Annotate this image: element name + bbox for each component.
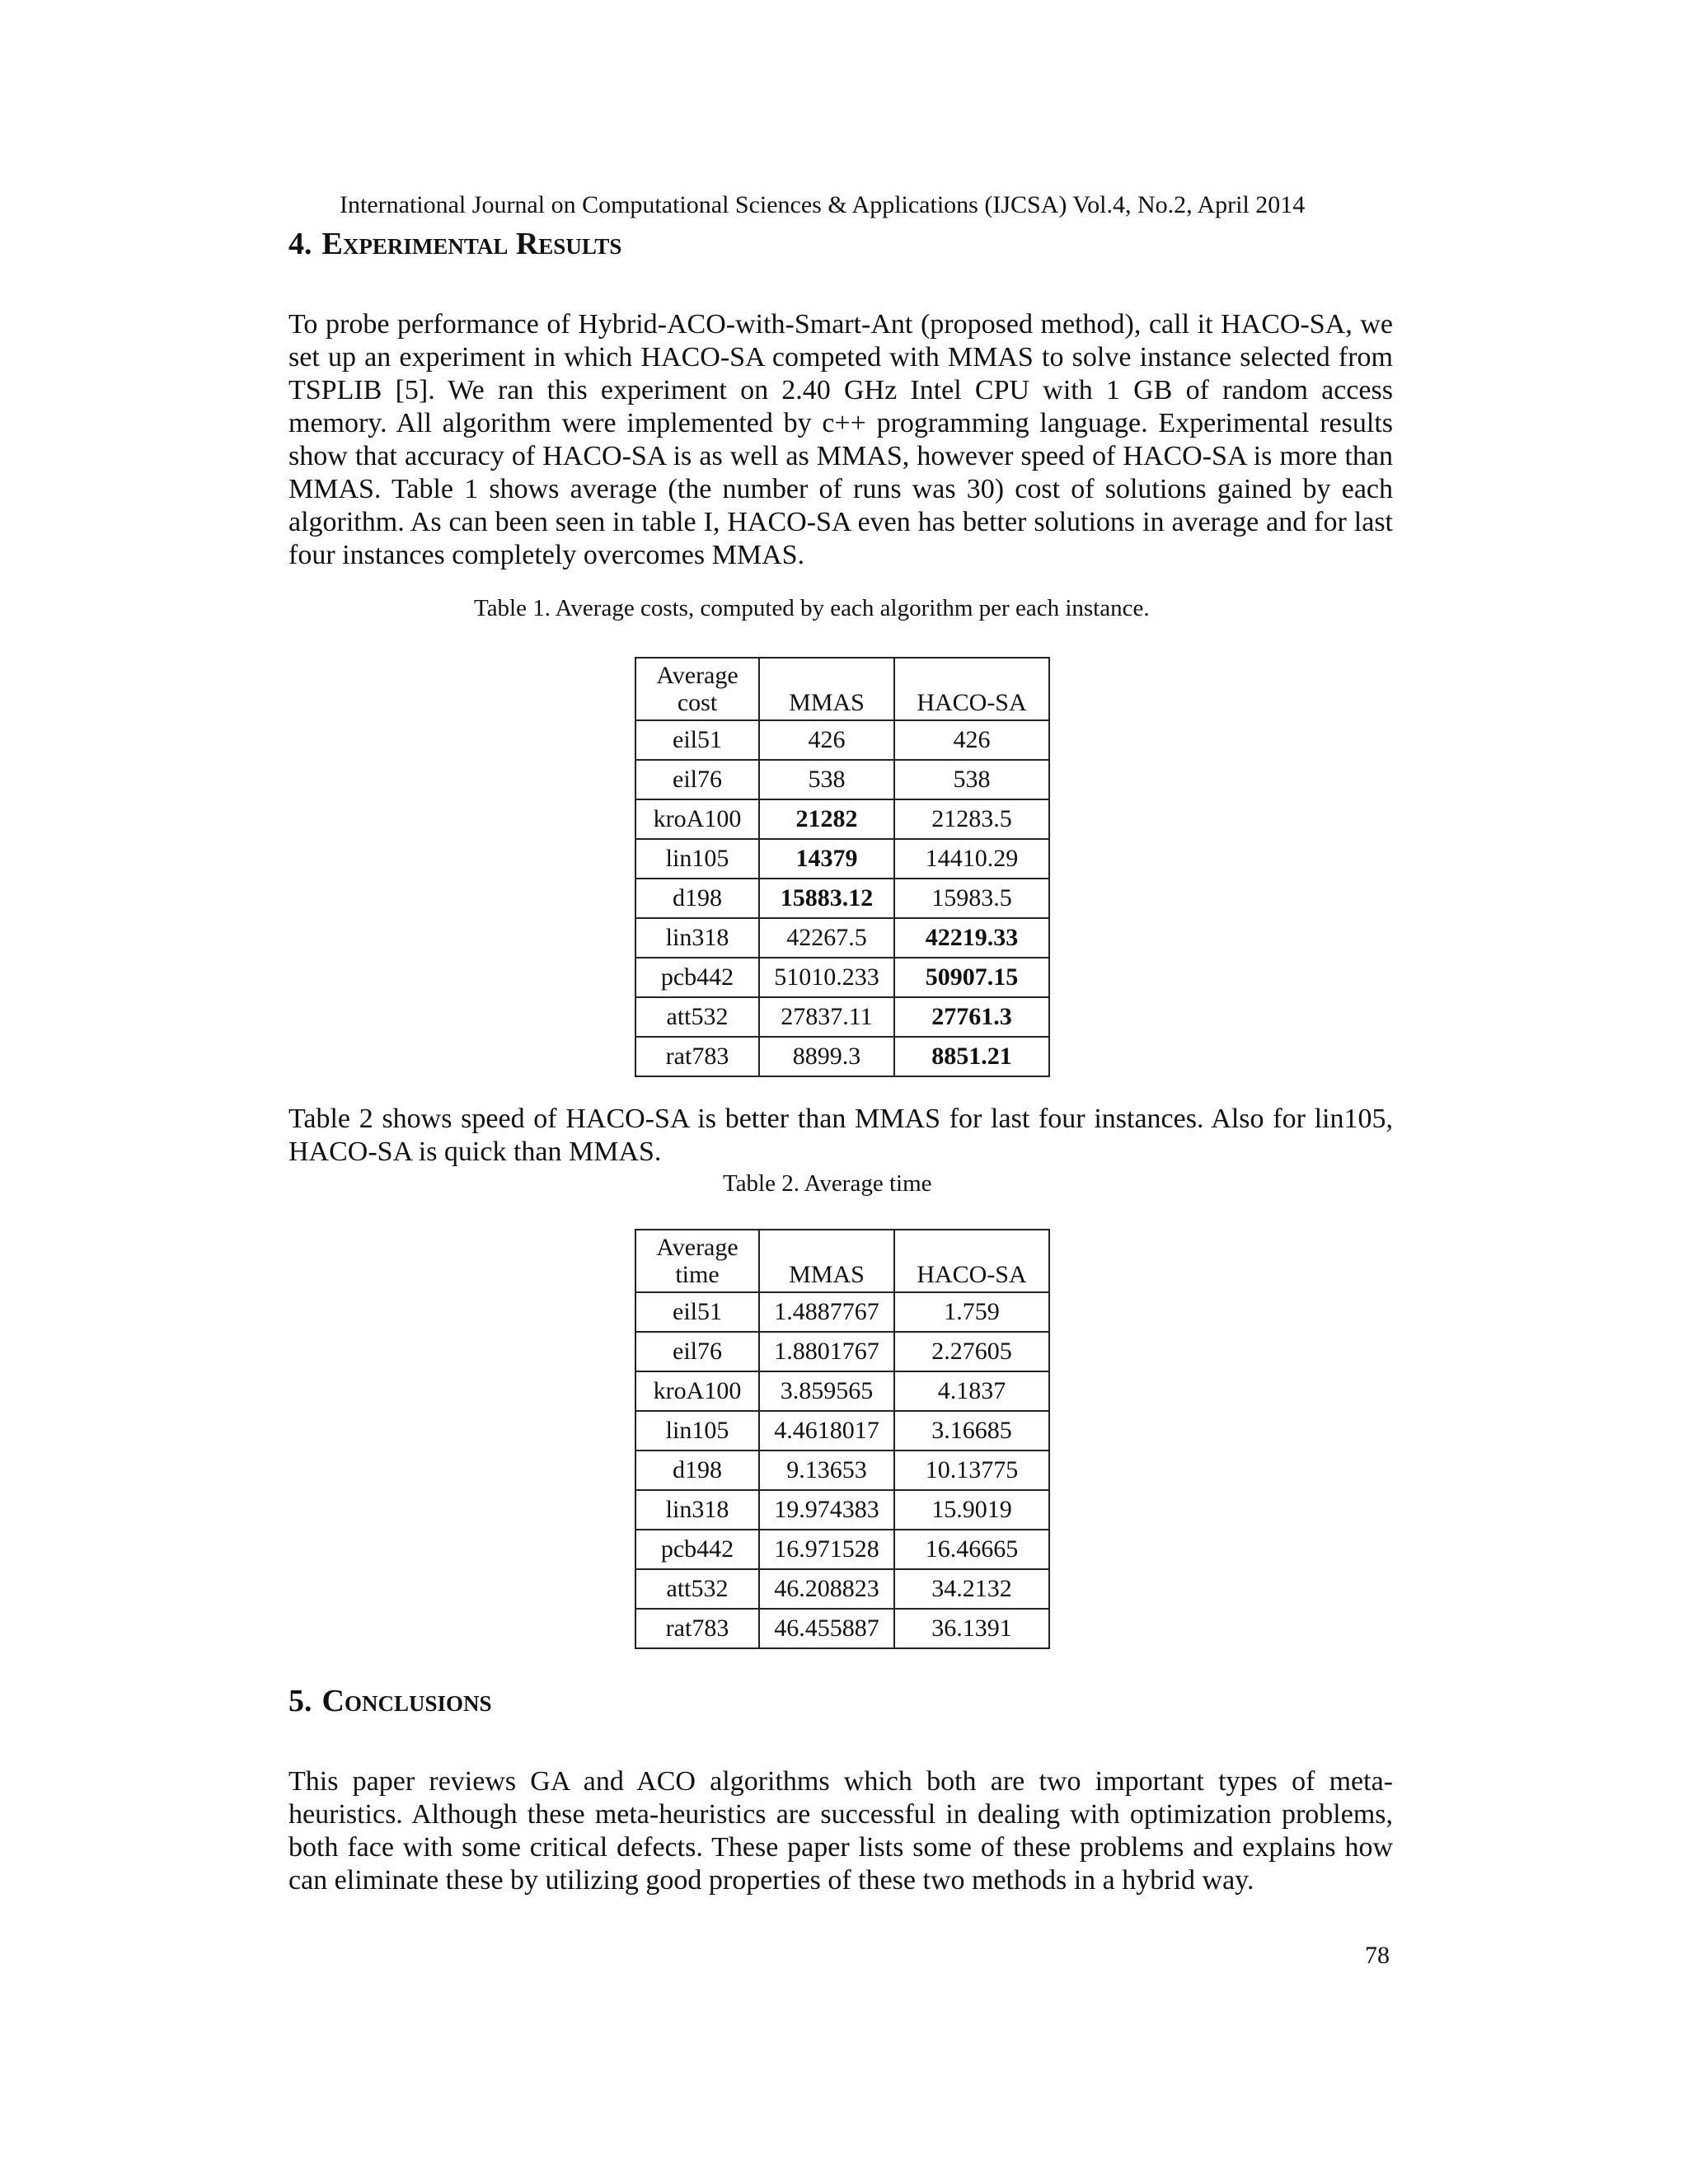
mmas-value-cell: 19.974383	[759, 1490, 894, 1530]
haco-sa-value-cell: 14410.29	[894, 839, 1049, 879]
haco-sa-value-cell: 4.1837	[894, 1371, 1049, 1411]
haco-sa-value-cell: 2.27605	[894, 1332, 1049, 1371]
table-row	[635, 760, 1049, 799]
mmas-value-cell: 21282	[759, 799, 894, 839]
haco-sa-value-cell: 3.16685	[894, 1411, 1049, 1451]
table-row	[635, 1490, 1049, 1530]
instance-cell: d198	[635, 1451, 759, 1490]
table1-column-header-haco-sa: HACO-SA	[894, 658, 1049, 720]
haco-sa-value-cell: 10.13775	[894, 1451, 1049, 1490]
mmas-value-cell: 42267.5	[759, 918, 894, 958]
table2-header-row	[635, 1230, 1049, 1292]
section-title: Experimental Results	[321, 227, 622, 261]
table1-header-row	[635, 658, 1049, 720]
instance-cell: pcb442	[635, 1530, 759, 1569]
haco-sa-value-cell: 1.759	[894, 1292, 1049, 1332]
table-row	[635, 918, 1049, 958]
table-row	[635, 720, 1049, 760]
haco-sa-value-cell: 426	[894, 720, 1049, 760]
table2-intro-paragraph: Table 2 shows speed of HACO-SA is better than MMAS for last four instances. Also for lin105, HACO-SA is quick than MMAS.	[288, 1104, 1393, 1167]
mmas-value-cell: 16.971528	[759, 1530, 894, 1569]
haco-sa-value-cell: 50907.15	[894, 958, 1049, 997]
section-title: Conclusions	[321, 1684, 492, 1718]
haco-sa-value-cell: 42219.33	[894, 918, 1049, 958]
table-row	[635, 1292, 1049, 1332]
table2-corner-header: Average time	[635, 1230, 759, 1292]
instance-cell: kroA100	[635, 799, 759, 839]
section-heading-conclusions	[288, 1683, 492, 1719]
instance-cell: rat783	[635, 1037, 759, 1076]
table2-column-header-mmas: MMAS	[759, 1230, 894, 1292]
mmas-value-cell: 1.4887767	[759, 1292, 894, 1332]
table-row	[635, 1332, 1049, 1371]
instance-cell: lin105	[635, 1411, 759, 1451]
instance-cell: eil51	[635, 720, 759, 760]
running-header: International Journal on Computational Sciences & Applications (IJCSA) Vol.4, No.2, April 2014	[340, 191, 1306, 218]
haco-sa-value-cell: 34.2132	[894, 1569, 1049, 1609]
instance-cell: eil76	[635, 760, 759, 799]
table1-average-cost	[635, 657, 1050, 1077]
section-number: 5.	[288, 1684, 312, 1718]
mmas-value-cell: 51010.233	[759, 958, 894, 997]
mmas-value-cell: 9.13653	[759, 1451, 894, 1490]
table-row	[635, 879, 1049, 918]
table-row	[635, 997, 1049, 1037]
instance-cell: pcb442	[635, 958, 759, 997]
table-row	[635, 839, 1049, 879]
table1-column-header-mmas: MMAS	[759, 658, 894, 720]
haco-sa-value-cell: 36.1391	[894, 1609, 1049, 1648]
mmas-value-cell: 15883.12	[759, 879, 894, 918]
table1-body	[635, 720, 1049, 1076]
mmas-value-cell: 27837.11	[759, 997, 894, 1037]
mmas-value-cell: 8899.3	[759, 1037, 894, 1076]
table-row	[635, 1371, 1049, 1411]
conclusions-paragraph: This paper reviews GA and ACO algorithms which both are two important types of meta-heuristics. Although these meta-heuristics are successful in dealing with optimization problems, both face with some critical defects. These paper lists some of these problems and explains how can eliminate these by utilizing good properties of these two methods in a hybrid way.	[288, 1766, 1393, 1896]
instance-cell: eil51	[635, 1292, 759, 1332]
table-row	[635, 1569, 1049, 1609]
table-row	[635, 1451, 1049, 1490]
mmas-value-cell: 4.4618017	[759, 1411, 894, 1451]
table-row	[635, 1530, 1049, 1569]
haco-sa-value-cell: 15.9019	[894, 1490, 1049, 1530]
section-number: 4.	[288, 227, 312, 261]
haco-sa-value-cell: 21283.5	[894, 799, 1049, 839]
mmas-value-cell: 1.8801767	[759, 1332, 894, 1371]
haco-sa-value-cell: 27761.3	[894, 997, 1049, 1037]
mmas-value-cell: 538	[759, 760, 894, 799]
table1-corner-header: Average cost	[635, 658, 759, 720]
mmas-value-cell: 46.455887	[759, 1609, 894, 1648]
page-number: 78	[1365, 1942, 1390, 1969]
section-heading-experimental-results	[288, 226, 621, 262]
haco-sa-value-cell: 15983.5	[894, 879, 1049, 918]
haco-sa-value-cell: 538	[894, 760, 1049, 799]
instance-cell: rat783	[635, 1609, 759, 1648]
table2-caption: Table 2. Average time	[723, 1170, 932, 1197]
mmas-value-cell: 3.859565	[759, 1371, 894, 1411]
instance-cell: lin318	[635, 918, 759, 958]
experimental-results-paragraph: To probe performance of Hybrid-ACO-with-Smart-Ant (proposed method), call it HACO-SA, we set up an experiment in which HACO-SA competed with MMAS to solve instance selected from TSPLIB [5]. We ran this experiment on 2.40 GHz Intel CPU with 1 GB of random access memory. All algorithm were implemented by c++ programming language. Experimental results show that accuracy of HACO-SA is as well as MMAS, however speed of HACO-SA is more than MMAS. Table 1 shows average (the number of runs was 30) cost of solutions gained by each algorithm. As can been seen in table I, HACO-SA even has better solutions in average and for last four instances completely overcomes MMAS.	[288, 309, 1393, 570]
instance-cell: att532	[635, 997, 759, 1037]
table-row	[635, 799, 1049, 839]
haco-sa-value-cell: 8851.21	[894, 1037, 1049, 1076]
mmas-value-cell: 14379	[759, 839, 894, 879]
table2-average-time	[635, 1229, 1050, 1649]
table-row	[635, 1037, 1049, 1076]
mmas-value-cell: 426	[759, 720, 894, 760]
table-row	[635, 1411, 1049, 1451]
table-row	[635, 958, 1049, 997]
instance-cell: lin318	[635, 1490, 759, 1530]
instance-cell: d198	[635, 879, 759, 918]
mmas-value-cell: 46.208823	[759, 1569, 894, 1609]
table-row	[635, 1609, 1049, 1648]
instance-cell: kroA100	[635, 1371, 759, 1411]
table2-body	[635, 1292, 1049, 1648]
instance-cell: att532	[635, 1569, 759, 1609]
instance-cell: eil76	[635, 1332, 759, 1371]
haco-sa-value-cell: 16.46665	[894, 1530, 1049, 1569]
table1-caption: Table 1. Average costs, computed by each algorithm per each instance.	[474, 595, 1150, 621]
table2-column-header-haco-sa: HACO-SA	[894, 1230, 1049, 1292]
instance-cell: lin105	[635, 839, 759, 879]
